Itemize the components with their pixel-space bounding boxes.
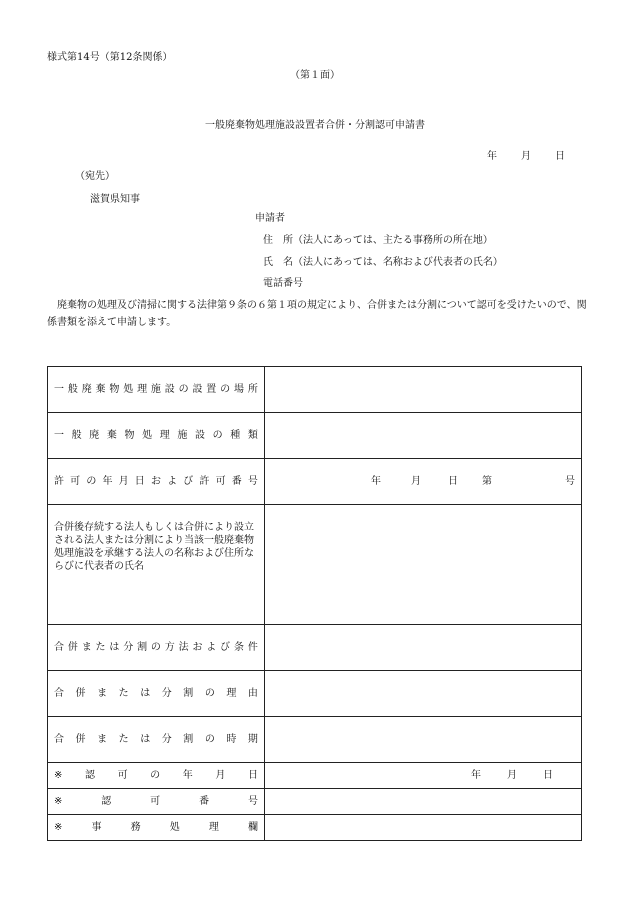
row-label-text: 許 可 の 年 月 日 お よ び 許 可 番 号 bbox=[54, 476, 258, 487]
applicant-phone-field[interactable]: 電話番号 bbox=[263, 278, 303, 289]
row-label bbox=[48, 815, 265, 841]
date-day: 日 bbox=[555, 151, 565, 162]
form-id: 様式第14号（第12条関係） bbox=[47, 52, 173, 63]
approval-month: 月 bbox=[507, 770, 517, 781]
table-row bbox=[48, 671, 582, 717]
permit-number-suffix: 号 bbox=[565, 476, 575, 487]
row-label bbox=[48, 789, 265, 815]
office-processing-field[interactable] bbox=[265, 815, 582, 841]
table-row bbox=[48, 413, 582, 459]
permit-year: 年 bbox=[371, 476, 381, 487]
approval-date-field[interactable] bbox=[265, 763, 582, 789]
table-row bbox=[48, 367, 582, 413]
table-row bbox=[48, 763, 582, 789]
table-row bbox=[48, 815, 582, 841]
date-year: 年 bbox=[487, 151, 497, 162]
table-row bbox=[48, 625, 582, 671]
approval-year: 年 bbox=[471, 770, 481, 781]
row-label bbox=[48, 763, 265, 789]
row-label-text: ※ 事 務 処 理 欄 bbox=[54, 822, 258, 833]
facility-type-field[interactable] bbox=[265, 413, 582, 459]
application-statement: 廃棄物の処理及び清掃に関する法律第９条の６第１項の規定により、合併または分割について認可を受けたいので、関係書類を添えて申請します。 bbox=[47, 300, 587, 328]
row-label-text: ※ 認 可 番 号 bbox=[54, 796, 258, 807]
row-label bbox=[48, 505, 265, 625]
row-label bbox=[48, 671, 265, 717]
row-label bbox=[48, 625, 265, 671]
permit-no: 第 bbox=[482, 476, 492, 487]
approval-number-field[interactable] bbox=[265, 789, 582, 815]
applicant-label: 申請者 bbox=[255, 213, 285, 224]
row-label bbox=[48, 367, 265, 413]
row-label bbox=[48, 717, 265, 763]
row-label-text: 合 併 ま た は 分 割 の 方 法 お よ び 条 件 bbox=[54, 642, 258, 653]
date-month: 月 bbox=[521, 151, 531, 162]
merger-method-field[interactable] bbox=[265, 625, 582, 671]
applicant-address-field[interactable]: 住 所（法人にあっては、主たる事務所の所在地） bbox=[263, 235, 493, 246]
applicant-name-field[interactable]: 氏 名（法人にあっては、名称および代表者の氏名） bbox=[263, 257, 503, 268]
permit-date-number-field[interactable] bbox=[265, 459, 582, 505]
facility-location-field[interactable] bbox=[265, 367, 582, 413]
addressee-name: 滋賀県知事 bbox=[90, 194, 140, 205]
row-label-text: 一 般 廃 棄 物 処 理 施 設 の 種 類 bbox=[54, 430, 258, 441]
row-label bbox=[48, 459, 265, 505]
application-date bbox=[487, 151, 589, 163]
page-mark: （第１面） bbox=[290, 70, 340, 81]
merger-reason-field[interactable] bbox=[265, 671, 582, 717]
row-label-text: 合併後存続する法人もしくは合併により設立される法人または分割により当該一般廃棄物処理施設を承継する法人の名称および住所ならびに代表者の氏名 bbox=[54, 521, 254, 572]
table-row bbox=[48, 459, 582, 505]
row-label-text: ※ 認 可 の 年 月 日 bbox=[54, 770, 258, 781]
document-title: 一般廃棄物処理施設設置者合併・分割認可申請書 bbox=[205, 120, 425, 131]
approval-day: 日 bbox=[543, 770, 553, 781]
merger-timing-field[interactable] bbox=[265, 717, 582, 763]
addressee-label: （宛先） bbox=[75, 171, 115, 182]
row-label-text: 一 般 廃 棄 物 処 理 施 設 の 設 置 の 場 所 bbox=[54, 384, 258, 395]
table-row bbox=[48, 789, 582, 815]
application-table bbox=[47, 366, 582, 841]
successor-corporation-field[interactable] bbox=[265, 505, 582, 625]
table-row bbox=[48, 505, 582, 625]
row-label bbox=[48, 413, 265, 459]
permit-month: 月 bbox=[411, 476, 421, 487]
permit-day: 日 bbox=[448, 476, 458, 487]
table-row bbox=[48, 717, 582, 763]
row-label-text: 合 併 ま た は 分 割 の 理 由 bbox=[54, 688, 258, 699]
row-label-text: 合 併 ま た は 分 割 の 時 期 bbox=[54, 734, 258, 745]
